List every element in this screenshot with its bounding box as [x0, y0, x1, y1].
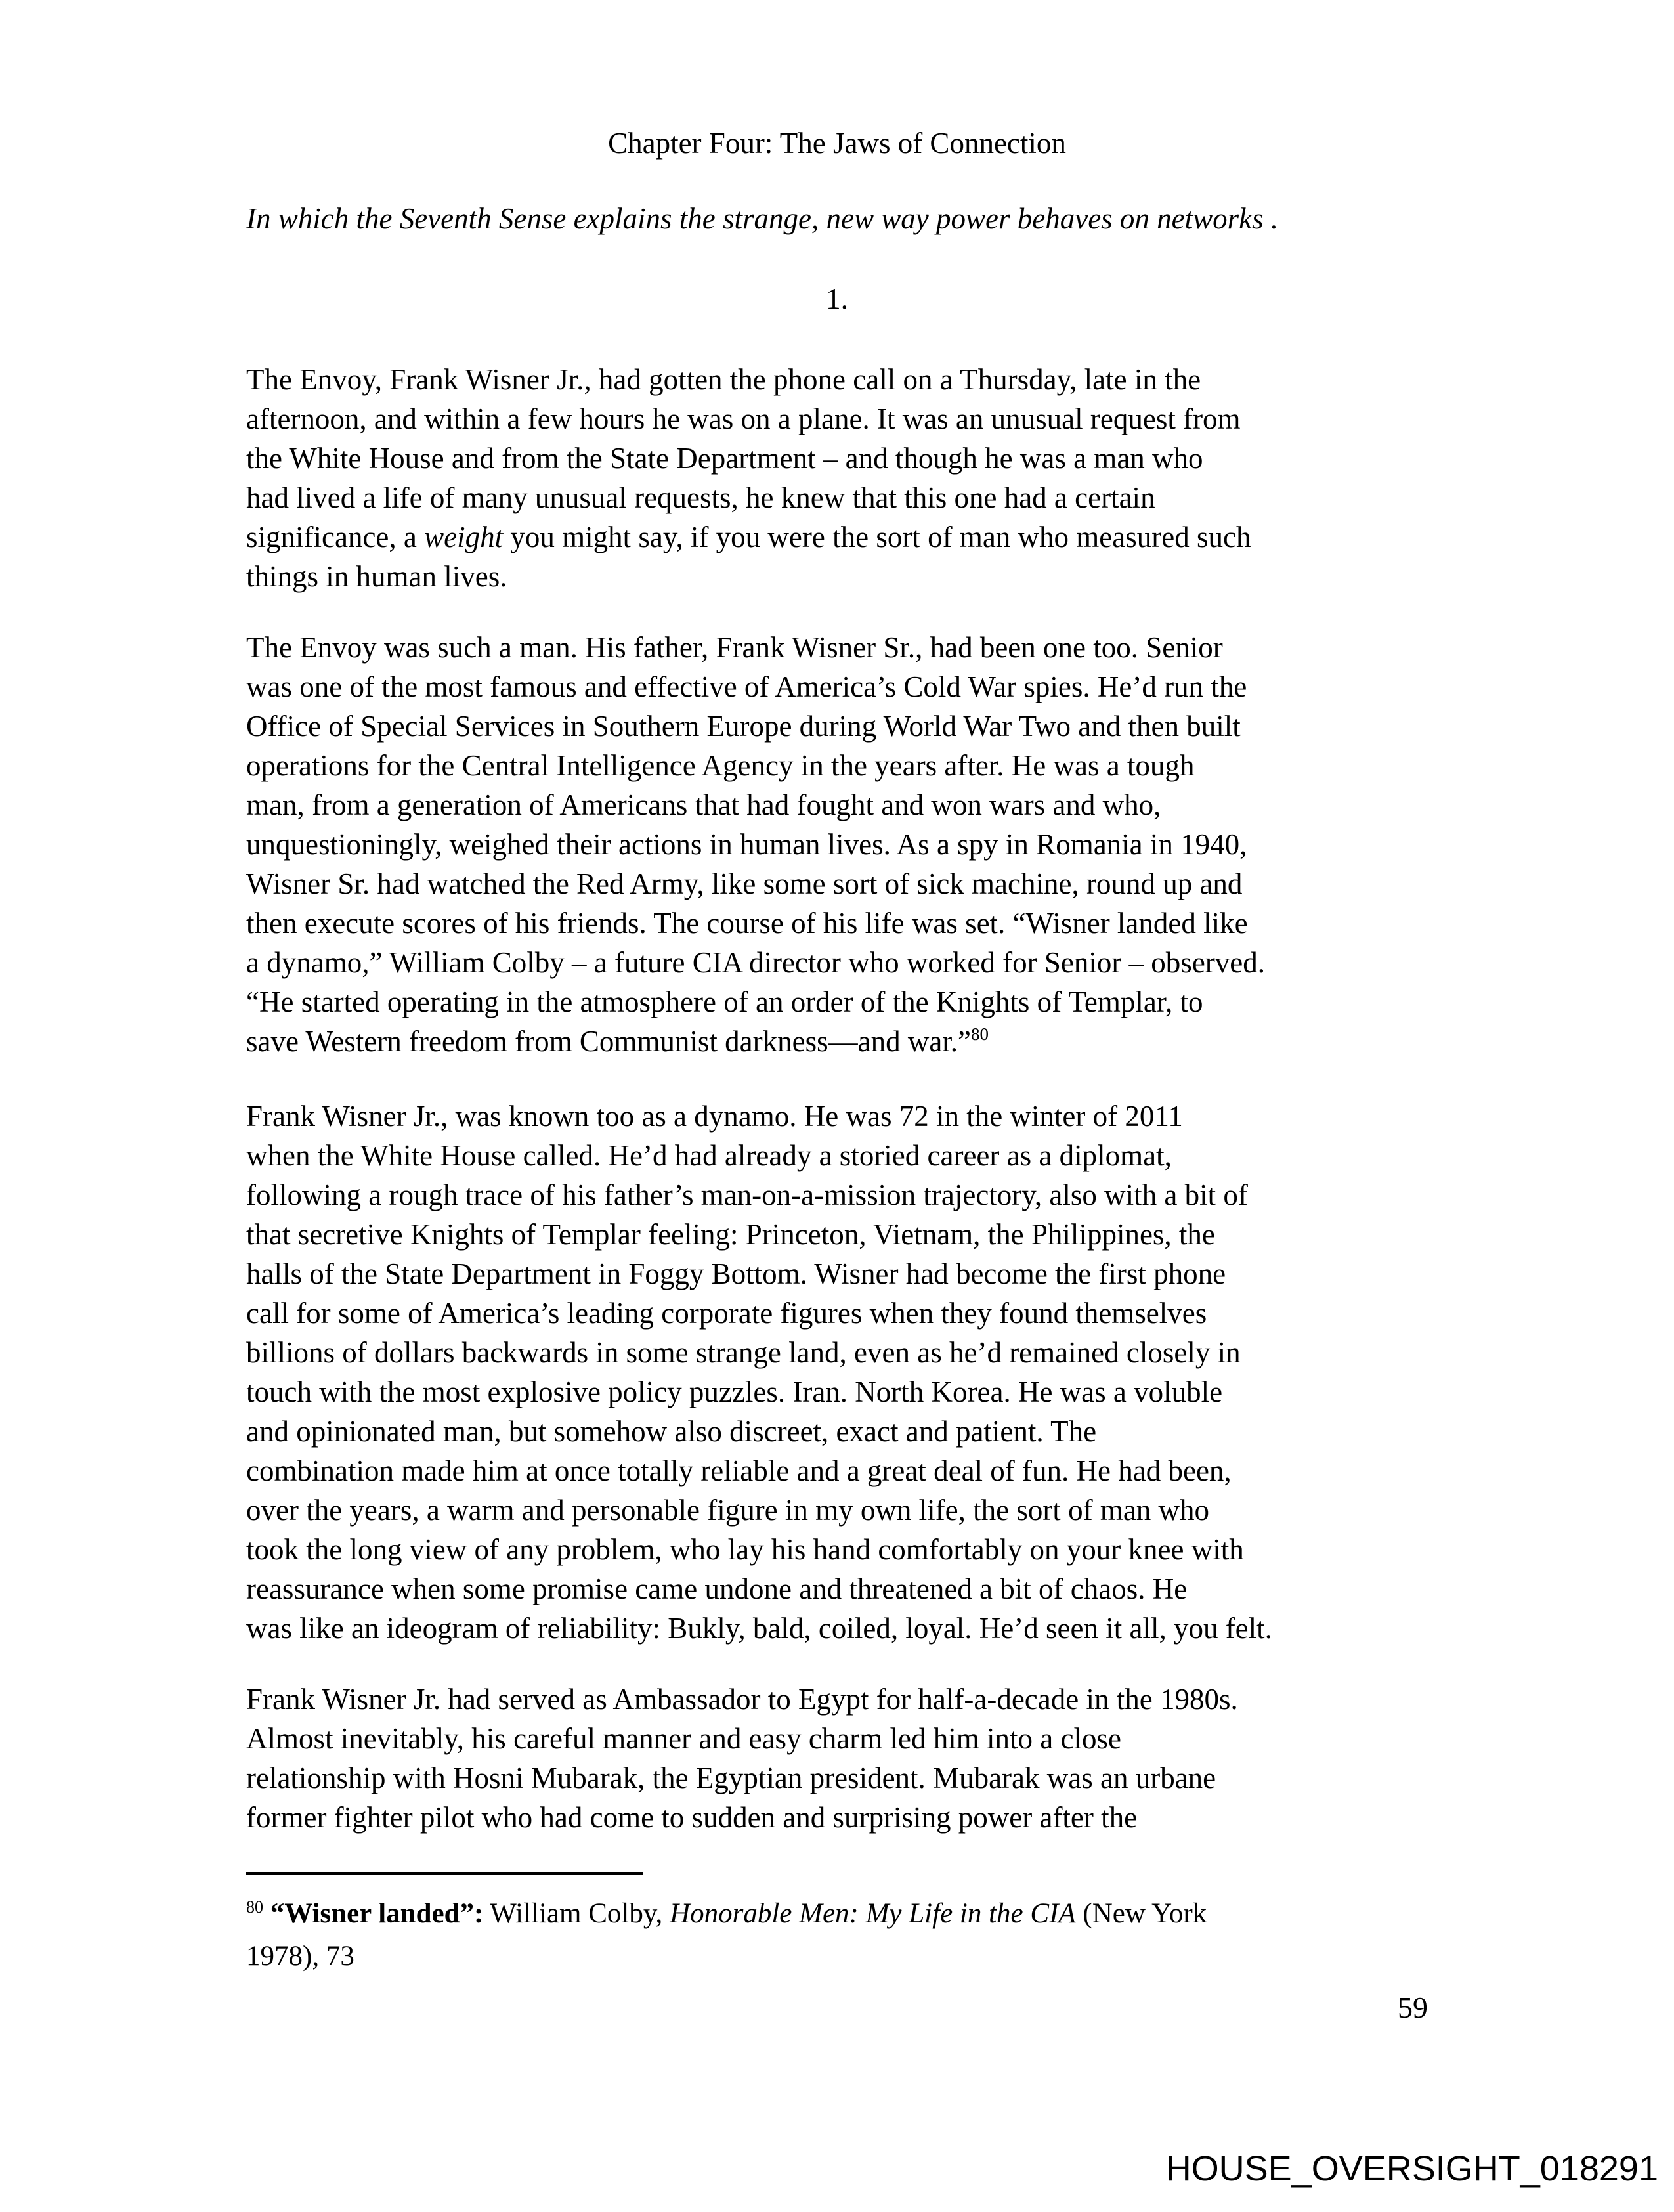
footnote-separator: [246, 1872, 643, 1875]
text-segment: was like an ideogram of reliability: Bukly, bald, coiled, loyal. He’d seen it all, you felt.: [246, 1612, 1272, 1645]
text-line: [246, 1096, 1428, 1136]
text-segment: afternoon, and within a few hours he was on a plane. It was an unusual request from: [246, 402, 1241, 435]
text-line: [246, 1333, 1428, 1372]
text-segment: Almost inevitably, his careful manner and easy charm led him into a close: [246, 1722, 1121, 1755]
text-line: [246, 399, 1428, 439]
text-line: [246, 628, 1428, 667]
text-line: [246, 1293, 1428, 1333]
text-segment: that secretive Knights of Templar feeling: Princeton, Vietnam, the Philippines, the: [246, 1218, 1215, 1251]
text-segment: a dynamo,” William Colby – a future CIA director who worked for Senior – observed.: [246, 946, 1265, 979]
text-segment: Office of Special Services in Southern Europe during World War Two and then built: [246, 710, 1241, 743]
text-segment: combination made him at once totally reliable and a great deal of fun. He had been,: [246, 1454, 1232, 1487]
text-line: [246, 1758, 1428, 1798]
text-segment: billions of dollars backwards in some strange land, even as he’d remained closely in: [246, 1336, 1241, 1369]
text-line: [246, 864, 1428, 903]
text-segment: when the White House called. He’d had already a storied career as a diplomat,: [246, 1139, 1172, 1172]
text-segment: Frank Wisner Jr., was known too as a dynamo. He was 72 in the winter of 2011: [246, 1100, 1183, 1133]
text-line: [246, 1490, 1428, 1530]
text-segment: the White House and from the State Department – and though he was a man who: [246, 442, 1203, 475]
text-segment: reassurance when some promise came undone and threatened a bit of chaos. He: [246, 1572, 1188, 1605]
text-segment: [263, 1898, 270, 1929]
text-line: [246, 982, 1428, 1022]
text-line: [246, 746, 1428, 785]
text-line: [246, 1215, 1428, 1254]
text-segment: halls of the State Department in Foggy Bottom. Wisner had become the first phone: [246, 1257, 1226, 1290]
text-line: [246, 1022, 1428, 1065]
text-line: [246, 1798, 1428, 1837]
text-segment: Frank Wisner Jr. had served as Ambassador to Egypt for half-a-decade in the 1980s.: [246, 1683, 1238, 1716]
text-segment: The Envoy, Frank Wisner Jr., had gotten the phone call on a Thursday, late in the: [246, 363, 1201, 396]
text-line: [246, 478, 1428, 517]
text-line: [246, 1372, 1428, 1412]
text-segment: call for some of America’s leading corporate figures when they found themselves: [246, 1297, 1207, 1330]
paragraph: [246, 1096, 1428, 1648]
text-segment: took the long view of any problem, who lay his hand comfortably on your knee with: [246, 1533, 1244, 1566]
bates-stamp: HOUSE_OVERSIGHT_018291: [1165, 2149, 1658, 2188]
body-text: [246, 360, 1428, 1869]
paragraph: [246, 628, 1428, 1065]
text-line: [246, 1175, 1428, 1215]
text-line: [246, 785, 1428, 825]
text-line: [246, 943, 1428, 982]
text-line: [246, 1680, 1428, 1719]
text-line: [246, 1451, 1428, 1490]
text-segment: “Wisner landed”:: [270, 1898, 484, 1929]
text-segment: you might say, if you were the sort of man who measured such: [503, 521, 1251, 553]
text-segment: former fighter pilot who had come to sudden and surprising power after the: [246, 1801, 1138, 1834]
text-line: [246, 517, 1428, 557]
footnote-reference: 80: [246, 1898, 263, 1917]
text-segment: Wisner Sr. had watched the Red Army, like some sort of sick machine, round up and: [246, 867, 1243, 900]
text-line: [246, 1136, 1428, 1175]
text-line: [246, 1937, 1428, 1976]
text-segment: save Western freedom from Communist darkness—and war.”: [246, 1025, 972, 1058]
footnote-reference: 80: [971, 1024, 989, 1044]
text-segment: and opinionated man, but somehow also discreet, exact and patient. The: [246, 1415, 1097, 1448]
text-segment: man, from a generation of Americans that had fought and won wars and who,: [246, 789, 1161, 821]
text-line: [246, 903, 1428, 943]
text-segment: William Colby,: [483, 1898, 670, 1929]
text-line: [246, 1719, 1428, 1758]
text-segment: The Envoy was such a man. His father, Frank Wisner Sr., had been one too. Senior: [246, 631, 1223, 664]
page-number: 59: [1398, 1991, 1428, 2024]
text-line: [246, 1609, 1428, 1648]
text-segment: operations for the Central Intelligence Agency in the years after. He was a tough: [246, 749, 1195, 782]
text-segment: 1978), 73: [246, 1941, 354, 1972]
text-line: [246, 667, 1428, 706]
text-line: [246, 706, 1428, 746]
text-line: [246, 1254, 1428, 1293]
text-segment: Honorable Men: My Life in the CIA: [670, 1898, 1076, 1929]
text-line: [246, 360, 1428, 399]
text-segment: significance, a: [246, 521, 425, 553]
text-segment: (New York: [1075, 1898, 1207, 1929]
text-segment: had lived a life of many unusual requests, he knew that this one had a certain: [246, 481, 1155, 514]
section-number: 1.: [826, 282, 848, 315]
text-line: [246, 1894, 1428, 1937]
chapter-title: Chapter Four: The Jaws of Connection: [608, 127, 1066, 160]
text-segment: relationship with Hosni Mubarak, the Egyptian president. Mubarak was an urbane: [246, 1762, 1216, 1794]
text-segment: over the years, a warm and personable figure in my own life, the sort of man who: [246, 1494, 1210, 1527]
paragraph: [246, 360, 1428, 596]
text-segment: things in human lives.: [246, 560, 507, 593]
text-segment: weight: [424, 521, 504, 553]
text-line: [246, 1530, 1428, 1569]
epigraph: In which the Seventh Sense explains the strange, new way power behaves on networks .: [246, 202, 1279, 235]
text-segment: touch with the most explosive policy puzzles. Iran. North Korea. He was a voluble: [246, 1376, 1223, 1408]
text-line: [246, 1569, 1428, 1609]
text-segment: “He started operating in the atmosphere of an order of the Knights of Templar, to: [246, 986, 1203, 1018]
text-segment: then execute scores of his friends. The course of his life was set. “Wisner landed like: [246, 907, 1248, 940]
text-line: [246, 557, 1428, 596]
text-segment: was one of the most famous and effective of America’s Cold War spies. He’d run the: [246, 670, 1247, 703]
text-line: [246, 825, 1428, 864]
text-line: [246, 439, 1428, 478]
text-line: [246, 1412, 1428, 1451]
text-segment: unquestioningly, weighed their actions in human lives. As a spy in Romania in 1940,: [246, 828, 1247, 861]
paragraph: [246, 1680, 1428, 1837]
text-segment: following a rough trace of his father’s man-on-a-mission trajectory, also with a bit of: [246, 1179, 1248, 1211]
footnote: [246, 1894, 1428, 1976]
